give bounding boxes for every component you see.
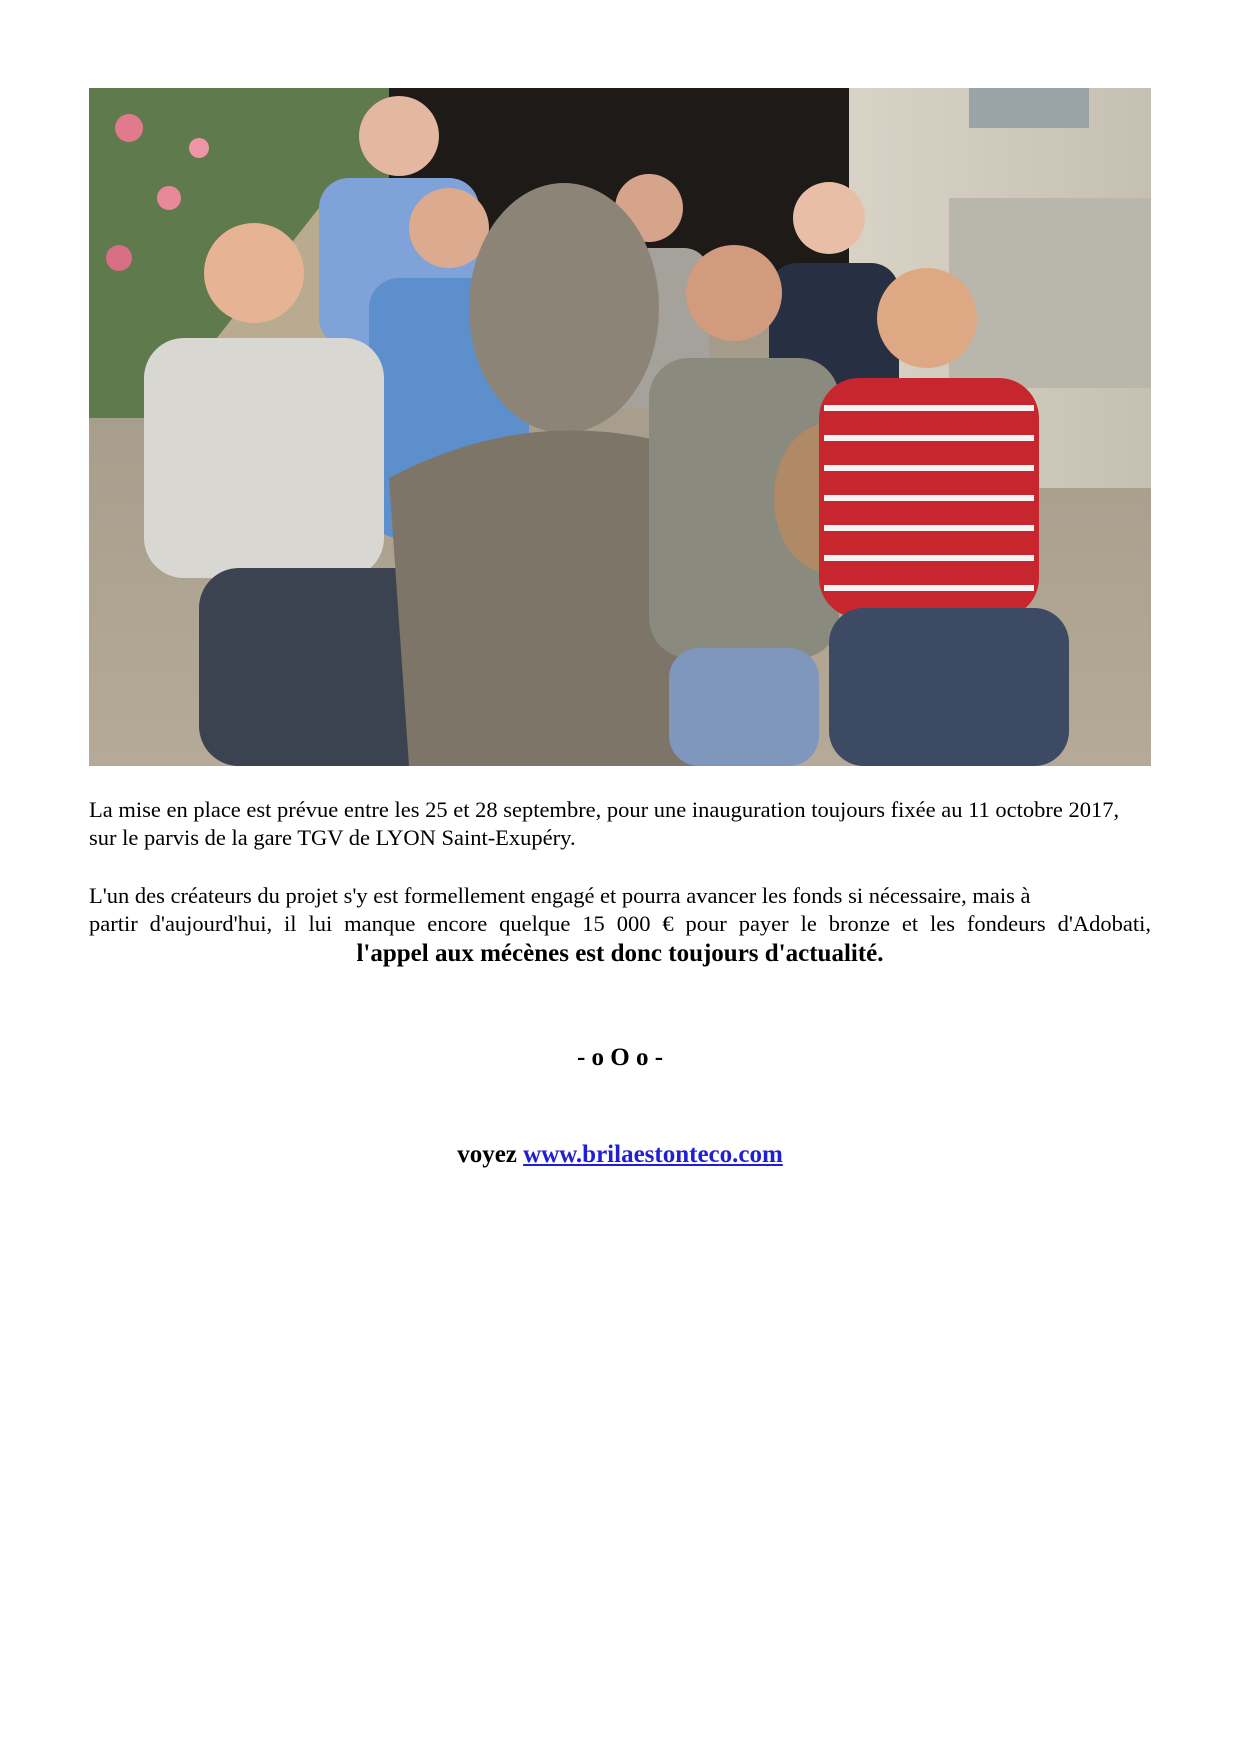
paragraph-funding-line-1: L'un des créateurs du projet s'y est formellement engagé et pourra avancer les fonds si nécessaire, mais à [89,883,1031,908]
website-link[interactable]: www.brilaestonteco.com [523,1141,783,1168]
section-separator: - o O o - [576,1044,664,1071]
footer-prefix: voyez [457,1141,517,1168]
group-photo [89,88,1151,766]
appeal-heading: l'appel aux mécènes est donc toujours d'actualité. [356,940,884,967]
paragraph-funding-line-2: partir d'aujourd'hui, il lui manque encore quelque 15 000 € pour payer le bronze et les fondeurs d'Adobati, [89,911,1151,936]
paragraph-funding [89,882,1151,938]
footer-link-line [89,1140,1151,1170]
paragraph-installation: La mise en place est prévue entre les 25 et 28 septembre, pour une inauguration toujours fixée au 11 octobre 2017, sur le parvis de la gare TGV de LYON Saint-Exupéry. [89,797,1120,850]
photo-illustration-icon [89,88,1151,766]
